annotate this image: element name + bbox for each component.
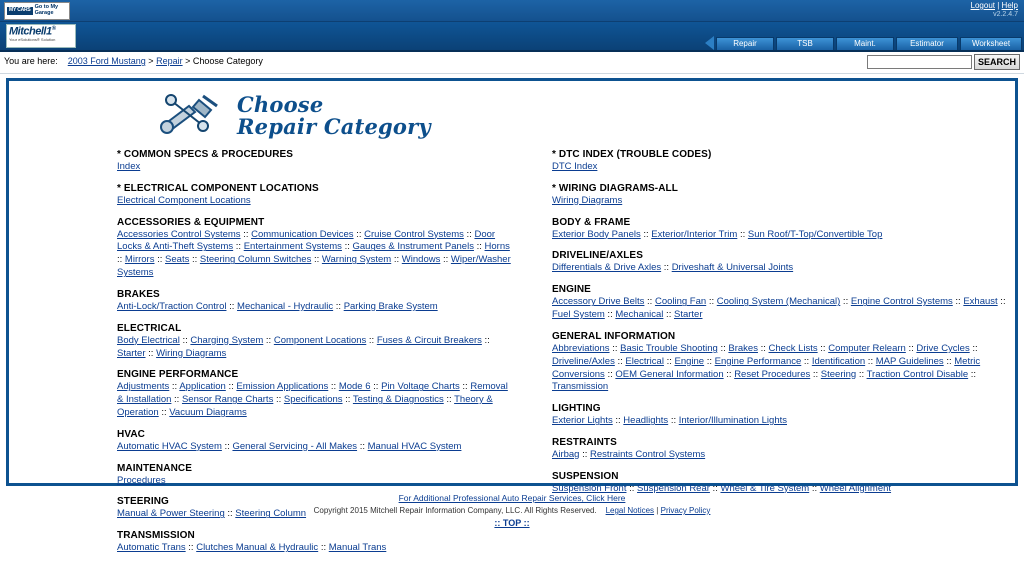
link-separator: ::	[905, 342, 917, 354]
brand-tagline: Your eSolutions® Solution	[9, 36, 56, 42]
category-link[interactable]: Starter	[673, 309, 703, 321]
category-link[interactable]: Driveshaft & Universal Joints	[671, 262, 794, 274]
category-link[interactable]: Engine Performance	[714, 355, 802, 367]
category-group	[552, 183, 1015, 208]
category-link[interactable]: Communication Devices	[251, 228, 354, 240]
link-separator: ::	[318, 542, 329, 554]
link-separator: ::	[273, 394, 284, 406]
category-heading: * COMMON SPECS & PROCEDURES	[117, 149, 294, 160]
link-separator: ::	[757, 342, 769, 354]
link-separator: ::	[604, 309, 616, 321]
category-link[interactable]: Headlights	[623, 415, 669, 427]
link-separator: ::	[737, 228, 748, 240]
category-link[interactable]: Component Locations	[273, 334, 367, 346]
copyright-text: Copyright 2015 Mitchell Repair Information Company, LLC. All Rights Reserved.	[313, 506, 597, 515]
category-link-list	[117, 542, 512, 555]
category-link[interactable]: Door Locks & Anti-Theft Systems	[117, 228, 496, 253]
category-heading: GENERAL INFORMATION	[552, 330, 676, 342]
search-button[interactable]: SEARCH	[974, 54, 1020, 70]
category-link-list	[117, 229, 512, 280]
category-link[interactable]: Windows	[401, 254, 441, 266]
category-link[interactable]: Steering Column Switches	[199, 254, 312, 266]
mitchell1-logo[interactable]	[6, 24, 76, 48]
link-separator: ::	[609, 342, 621, 354]
category-link[interactable]: Testing & Diagnostics	[352, 394, 444, 406]
category-link-list	[552, 449, 1015, 462]
left-column	[9, 149, 512, 564]
category-link[interactable]: Exhaust	[963, 296, 998, 308]
category-link[interactable]: Traction Control Disable	[866, 368, 969, 380]
category-link-list	[117, 195, 512, 208]
link-separator: ::	[169, 381, 180, 393]
link-separator: ::	[370, 381, 382, 393]
help-link[interactable]: Help	[1001, 1, 1018, 10]
category-link[interactable]: Automatic HVAC System	[117, 440, 222, 452]
link-separator: ::	[817, 342, 829, 354]
tab-maint[interactable]: Maint.	[836, 37, 894, 50]
breadcrumb-repair[interactable]: Repair	[156, 56, 183, 66]
link-separator: ::	[179, 334, 191, 346]
category-link[interactable]: Brakes	[728, 342, 758, 354]
category-link[interactable]: Adjustments	[117, 381, 170, 393]
category-link[interactable]: Clutches Manual & Hydraulic	[196, 542, 319, 554]
category-link[interactable]: Pin Voltage Charts	[381, 381, 460, 393]
category-link[interactable]: Procedures	[117, 474, 166, 486]
category-link[interactable]: Emission Applications	[236, 381, 329, 393]
pro-services-link[interactable]: For Additional Professional Auto Repair Services, Click Here	[398, 493, 626, 503]
link-separator: ::	[391, 254, 402, 266]
link-separator: ::	[723, 368, 735, 380]
category-link[interactable]: Mirrors	[124, 254, 155, 266]
category-link[interactable]: Differentials & Drive Axles	[552, 262, 662, 274]
category-heading: * ELECTRICAL COMPONENT LOCATIONS	[117, 182, 319, 194]
category-group	[117, 289, 512, 314]
link-separator: ::	[952, 296, 964, 308]
link-separator: ::	[233, 241, 244, 253]
category-heading: * DTC INDEX (TROUBLE CODES)	[552, 149, 712, 160]
link-separator: ::	[856, 368, 867, 380]
link-separator: ::	[117, 254, 125, 266]
search-box	[867, 54, 1020, 70]
category-link[interactable]: Vacuum Diagrams	[169, 406, 247, 418]
link-separator: ::	[626, 482, 638, 494]
legal-notices-link[interactable]: Legal Notices	[605, 506, 655, 515]
category-link[interactable]: Exterior/Interior Trim	[651, 228, 738, 240]
link-separator: ::	[473, 241, 485, 253]
category-link[interactable]: Suspension Rear	[637, 482, 710, 494]
category-link[interactable]: Charging System	[190, 334, 264, 346]
category-link[interactable]: Specifications	[283, 394, 343, 406]
link-separator: ::	[185, 542, 197, 554]
category-link[interactable]: Check Lists	[768, 342, 818, 354]
category-link[interactable]: Cooling System (Mechanical)	[716, 296, 841, 308]
nav-bar	[0, 22, 1024, 52]
link-separator: ::	[459, 381, 471, 393]
wrench-icon	[159, 94, 231, 138]
category-link[interactable]: Horns	[484, 241, 510, 253]
link-separator: ::	[357, 440, 368, 452]
category-link[interactable]: Cruise Control Systems	[364, 228, 464, 240]
nav-tabs	[705, 36, 1022, 50]
category-link[interactable]: Exterior Lights	[552, 415, 613, 427]
link-separator: ::	[640, 228, 652, 240]
link-separator: ::	[809, 482, 820, 494]
link-separator: ::	[644, 296, 655, 308]
category-link[interactable]: Basic Trouble Shooting	[620, 342, 718, 354]
category-link[interactable]: Fuses & Circuit Breakers	[376, 334, 482, 346]
category-heading: ACCESSORIES & EQUIPMENT	[117, 216, 265, 228]
category-heading: LIGHTING	[552, 403, 601, 415]
category-link[interactable]: Theory & Operation	[117, 394, 493, 418]
link-separator: ::	[997, 296, 1006, 308]
category-link[interactable]: Wheel & Tire System	[720, 482, 810, 494]
topbar-divider: |	[997, 1, 1000, 10]
category-group	[117, 369, 512, 419]
category-link[interactable]: Manual HVAC System	[367, 440, 462, 452]
link-separator: ::	[717, 342, 729, 354]
category-group	[552, 217, 1015, 242]
category-group	[552, 331, 1015, 394]
my-garage-button[interactable]	[4, 2, 70, 20]
link-separator: ::	[865, 355, 876, 367]
nav-arrow-icon	[705, 36, 714, 50]
link-separator: ::	[481, 334, 490, 346]
top-bar	[0, 0, 1024, 22]
category-link[interactable]: Sensor Range Charts	[181, 394, 274, 406]
link-separator: ::	[614, 355, 626, 367]
category-link[interactable]: Accessories Control Systems	[117, 228, 241, 240]
link-separator: ::	[333, 300, 344, 312]
category-group	[117, 217, 512, 280]
category-link-list	[552, 343, 1015, 394]
category-link[interactable]: Electrical Component Locations	[117, 194, 251, 206]
link-separator: ::	[810, 368, 821, 380]
category-heading: ELECTRICAL	[117, 322, 182, 334]
category-link-list	[117, 301, 512, 314]
category-link[interactable]: Reset Procedures	[734, 368, 811, 380]
link-separator: ::	[341, 241, 353, 253]
search-input[interactable]	[867, 55, 972, 69]
page-title-area	[9, 81, 1015, 143]
link-separator: ::	[263, 334, 274, 346]
breadcrumb-sep-1: >	[148, 56, 154, 66]
category-heading: DRIVELINE/AXLES	[552, 250, 643, 262]
category-link[interactable]: Identification	[811, 355, 866, 367]
category-link[interactable]: Electrical	[625, 355, 664, 367]
category-heading: MAINTENANCE	[117, 462, 192, 474]
link-separator: ::	[342, 394, 353, 406]
link-separator: ::	[943, 355, 955, 367]
category-columns	[9, 143, 1015, 564]
link-separator: ::	[969, 342, 978, 354]
tab-repair[interactable]: Repair	[716, 37, 774, 50]
link-separator: ::	[221, 440, 233, 452]
breadcrumb-row	[0, 52, 1024, 74]
link-separator: ::	[709, 482, 721, 494]
link-separator: ::	[840, 296, 851, 308]
category-link[interactable]: Manual & Power Steering	[117, 508, 225, 520]
back-to-top-link[interactable]: :: TOP ::	[494, 518, 530, 528]
category-group	[552, 471, 1015, 496]
page-body	[0, 74, 1024, 554]
category-link[interactable]: Transmission	[552, 381, 609, 393]
category-group	[552, 250, 1015, 275]
brand-name: Mitchell1®	[9, 25, 56, 38]
category-link[interactable]: Entertainment Systems	[243, 241, 342, 253]
link-separator: ::	[968, 368, 977, 380]
link-separator: ::	[171, 394, 182, 406]
link-separator: ::	[801, 355, 812, 367]
link-separator: ::	[224, 508, 236, 520]
breadcrumb	[4, 56, 263, 66]
category-link-list	[552, 262, 1015, 275]
link-separator: ::	[706, 296, 717, 308]
link-separator: ::	[240, 228, 252, 240]
category-group	[117, 463, 512, 488]
category-link[interactable]: Body Electrical	[117, 334, 180, 346]
category-link[interactable]: Seats	[165, 254, 190, 266]
category-link[interactable]: Engine Control Systems	[850, 296, 953, 308]
category-group	[552, 403, 1015, 428]
breadcrumb-current: Choose Category	[192, 56, 263, 66]
category-link[interactable]: Starter	[117, 347, 146, 359]
category-link[interactable]: Mode 6	[338, 381, 371, 393]
my-garage-label: Go to My Garage	[34, 4, 59, 16]
category-link-list	[552, 296, 1015, 322]
category-link[interactable]: Accessory Drive Belts	[552, 296, 645, 308]
category-link-list	[552, 195, 1015, 208]
link-separator: ::	[443, 394, 455, 406]
link-separator: ::	[579, 448, 591, 460]
category-link[interactable]: Steering	[820, 368, 857, 380]
category-group	[117, 183, 512, 208]
category-heading: SUSPENSION	[552, 470, 619, 482]
right-column	[512, 149, 1015, 564]
category-link-list	[117, 381, 512, 419]
link-separator: ::	[328, 381, 339, 393]
category-link[interactable]: Exterior Body Panels	[552, 228, 641, 240]
category-link-list	[552, 229, 1015, 242]
breadcrumb-prefix: You are here:	[4, 56, 58, 66]
link-separator: ::	[440, 254, 451, 266]
category-heading: BODY & FRAME	[552, 216, 631, 228]
category-link[interactable]: Restraints Control Systems	[590, 448, 706, 460]
page-title	[237, 91, 431, 139]
category-link[interactable]: Sun Roof/T-Top/Convertible Top	[747, 228, 883, 240]
link-separator: ::	[353, 228, 365, 240]
category-link[interactable]: Parking Brake System	[343, 300, 438, 312]
link-separator: ::	[604, 368, 616, 380]
category-link-list	[117, 508, 512, 521]
category-heading: TRANSMISSION	[117, 530, 195, 542]
logout-link[interactable]: Logout	[970, 1, 995, 10]
breadcrumb-sep-2: >	[185, 56, 191, 66]
category-link[interactable]: DTC Index	[552, 161, 598, 172]
category-link-list	[117, 475, 512, 488]
category-link[interactable]: Wiring Diagrams	[552, 194, 623, 206]
category-link[interactable]: Anti-Lock/Traction Control	[117, 300, 227, 312]
category-group	[117, 496, 512, 521]
category-link[interactable]: Warning System	[321, 254, 392, 266]
category-link[interactable]: Cooling Fan	[654, 296, 707, 308]
category-link-list	[117, 441, 512, 454]
category-link[interactable]: Driveline/Axles	[552, 355, 615, 367]
link-separator: ::	[612, 415, 624, 427]
category-heading: BRAKES	[117, 288, 160, 300]
footer-legal-sep: |	[656, 506, 659, 515]
version-label: v2.2.4.7	[993, 11, 1018, 18]
link-separator: ::	[463, 228, 475, 240]
link-separator: ::	[226, 300, 238, 312]
my-cars-logo: MY CARS	[9, 7, 31, 14]
link-separator: ::	[668, 415, 679, 427]
category-link[interactable]: Metric Conversions	[552, 355, 981, 380]
category-heading: RESTRAINTS	[552, 436, 617, 448]
category-link[interactable]: Removal & Installation	[117, 381, 508, 406]
category-link-list	[117, 161, 512, 174]
category-link-list	[552, 415, 1015, 428]
category-link[interactable]: Application	[179, 381, 226, 393]
category-heading: * WIRING DIAGRAMS-ALL	[552, 182, 678, 194]
page-title-line1: Choose	[237, 91, 324, 117]
category-heading: HVAC	[117, 428, 145, 440]
category-link[interactable]: Abbreviations	[552, 342, 610, 354]
link-separator: ::	[145, 347, 157, 359]
link-separator: ::	[661, 262, 672, 274]
category-link[interactable]: Wiring Diagrams	[156, 347, 227, 359]
category-link[interactable]: Suspension Front	[552, 482, 627, 494]
category-group	[117, 530, 512, 555]
link-separator: ::	[366, 334, 377, 346]
privacy-policy-link[interactable]: Privacy Policy	[660, 506, 711, 515]
category-link-list	[552, 483, 1015, 496]
brand-superscript: ®	[51, 26, 56, 32]
category-link[interactable]: Wheel Alignment	[819, 482, 892, 494]
link-separator: ::	[311, 254, 322, 266]
link-separator: ::	[189, 254, 200, 266]
category-link[interactable]: Gauges & Instrument Panels	[352, 241, 474, 253]
category-link[interactable]: Engine	[674, 355, 705, 367]
link-separator: ::	[704, 355, 715, 367]
category-group	[552, 437, 1015, 462]
link-separator: ::	[663, 309, 674, 321]
category-heading: STEERING	[117, 496, 169, 508]
category-link[interactable]: Drive Cycles	[916, 342, 970, 354]
category-link-list	[117, 335, 512, 361]
tab-worksheet[interactable]: Worksheet	[960, 37, 1022, 50]
link-separator: ::	[663, 355, 675, 367]
link-separator: ::	[225, 381, 237, 393]
category-link[interactable]: Mechanical - Hydraulic	[237, 300, 334, 312]
top-bar-right	[971, 1, 1018, 18]
category-link[interactable]: Automatic Trans	[117, 542, 186, 554]
tab-estimator[interactable]: Estimator	[896, 37, 958, 50]
category-group	[117, 323, 512, 361]
category-link[interactable]: OEM General Information	[615, 368, 724, 380]
category-link[interactable]: Airbag	[552, 448, 580, 460]
category-link[interactable]: Computer Relearn	[828, 342, 906, 354]
category-link-list	[552, 161, 1015, 174]
category-link[interactable]: Fuel System	[552, 309, 605, 321]
category-heading: ENGINE PERFORMANCE	[117, 369, 239, 381]
category-group	[117, 149, 512, 174]
category-link[interactable]: Mechanical	[615, 309, 664, 321]
link-separator: ::	[158, 406, 170, 418]
category-link[interactable]: Index	[117, 161, 141, 172]
category-link[interactable]: Manual Trans	[328, 542, 387, 554]
category-link[interactable]: MAP Guidelines	[875, 355, 944, 367]
category-link[interactable]: General Servicing - All Makes	[232, 440, 358, 452]
category-link[interactable]: Wiper/Washer Systems	[117, 254, 511, 279]
category-group	[552, 284, 1015, 322]
category-group	[117, 429, 512, 454]
category-link[interactable]: Steering Column	[235, 508, 307, 520]
category-link[interactable]: Interior/Illumination Lights	[678, 415, 787, 427]
tab-tsb[interactable]: TSB	[776, 37, 834, 50]
page-title-line2: Repair Category	[237, 114, 431, 139]
category-group	[552, 149, 1015, 174]
link-separator: ::	[154, 254, 166, 266]
category-heading: ENGINE	[552, 284, 591, 296]
breadcrumb-vehicle[interactable]: 2003 Ford Mustang	[67, 56, 146, 66]
